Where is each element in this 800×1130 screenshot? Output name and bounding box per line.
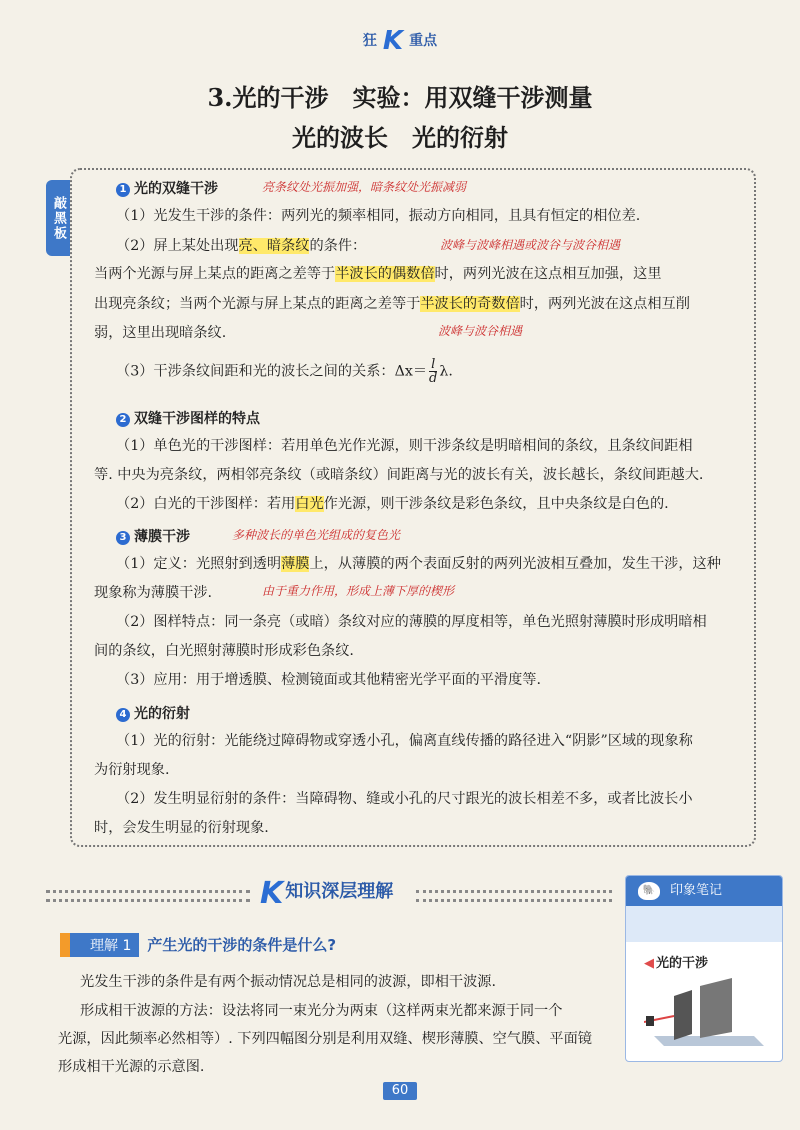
- question1-label: 理解 1: [60, 933, 139, 957]
- s4-line4: 时，会发生明显的衍射现象.: [94, 820, 269, 836]
- s3-line4: 间的条纹，白光照射薄膜时形成彩色条纹.: [94, 643, 354, 659]
- q1-para2: 形成相干波源的方法：设法将同一束光分为两束（这样两束光都来源于同一个: [80, 1003, 563, 1019]
- card-band: [626, 906, 782, 942]
- s1-line5: 弱，这里出现暗条纹.: [94, 325, 227, 341]
- page-number: 60: [383, 1082, 417, 1100]
- card-title: 印象笔记: [670, 883, 723, 898]
- s1-line1: （1）光发生干涉的条件：两列光的频率相同，振动方向相同，且具有恒定的相位差.: [116, 208, 641, 224]
- section3-title: 薄膜干涉: [134, 529, 190, 545]
- s1-line3: 当两个光源与屏上某点的距离之差等于半波长的偶数倍时，两列光波在这点相互加强，这里: [94, 266, 662, 282]
- s3-line1: （1）定义：光照射到透明薄膜上，从薄膜的两个表面反射的两列光波相互叠加，发生干涉，这种: [116, 556, 721, 572]
- q1-para1: 光发生干涉的条件是有两个振动情况总是相同的波源，即相干波源.: [80, 974, 496, 990]
- divider-dots-left: [46, 890, 250, 902]
- section1-title: 光的双缝干涉: [134, 181, 218, 197]
- s3-line3: （2）图样特点：同一条亮（或暗）条纹对应的薄膜的厚度相等，单色光照射薄膜时形成明暗相: [116, 614, 707, 630]
- s2-line2: 等. 中央为亮条纹，两相邻亮条纹（或暗条纹）间距离与光的波长有关，波长越长，条纹间距越大.: [94, 467, 704, 483]
- section1-heading: [116, 178, 218, 198]
- handwritten-note-2: 波峰与波峰相遇或波谷与波谷相遇: [440, 238, 621, 252]
- k-logo-icon: K: [260, 876, 284, 911]
- question1-text: 产生光的干涉的条件是什么?: [147, 936, 337, 954]
- s3-line5: （3）应用：用于增透膜、检测镜面或其他精密光学平面的平滑度等.: [116, 672, 541, 688]
- handwritten-note-4: 多种波长的单色光组成的复色光: [232, 528, 401, 542]
- section2-heading: [116, 408, 260, 428]
- s4-line2: 为衍射现象.: [94, 762, 170, 778]
- handwritten-note-5: 由于重力作用，形成上薄下厚的楔形: [262, 584, 455, 598]
- section1-number-icon: 1: [116, 183, 130, 197]
- header-brand: [0, 26, 800, 56]
- s1-line4: 出现亮条纹；当两个光源与屏上某点的距离之差等于半波长的奇数倍时，两列光波在这点相互削: [94, 296, 690, 312]
- divider-dots-right: [416, 890, 612, 902]
- q1-para3: 光源，因此频率必然相等）. 下列四幅图分别是利用双缝、楔形薄膜、空气膜、平面镜: [58, 1031, 592, 1047]
- section4-number-icon: 4: [116, 708, 130, 722]
- section2-number-icon: 2: [116, 413, 130, 427]
- highlight-even-multiple: 半波长的偶数倍: [335, 266, 435, 282]
- card-header: [626, 876, 782, 906]
- q1-para4: 形成相干光源的示意图.: [58, 1059, 205, 1075]
- question1-tag: [60, 933, 336, 955]
- s1-line2: （2）屏上某处出现亮、暗条纹的条件：: [116, 238, 367, 254]
- fraction-l-over-d: $\frac{l}{d}$: [429, 357, 438, 386]
- brand-right: 重点: [409, 33, 438, 49]
- highlight-thin-film: 薄膜: [281, 556, 310, 572]
- section4-heading: [116, 703, 190, 723]
- section2-title: 双缝干涉图样的特点: [134, 411, 260, 427]
- highlight-white-light: 白光: [295, 496, 324, 512]
- handwritten-note-3: 波峰与波谷相遇: [438, 324, 523, 338]
- page-title-line1: 3.光的干涉 实验：用双缝干涉测量: [207, 83, 593, 112]
- elephant-icon: 🐘: [638, 882, 660, 900]
- interference-illustration: [644, 976, 764, 1048]
- deep-understanding-title: K知识深层理解: [254, 876, 399, 911]
- handwritten-note-1: 亮条纹处光振加强，暗条纹处光振减弱: [262, 180, 467, 194]
- brand-left: 狂: [362, 33, 377, 49]
- s4-line1: （1）光的衍射：光能绕过障碍物或穿透小孔，偏离直线传播的路径进入“阴影”区域的现象称: [116, 733, 693, 749]
- s3-line2: 现象称为薄膜干涉.: [94, 585, 213, 601]
- s4-line3: （2）发生明显衍射的条件：当障碍物、缝或小孔的尺寸跟光的波长相差不多，或者比波长小: [116, 791, 693, 807]
- card-label: ◀ 光的干涉: [644, 956, 709, 971]
- section4-title: 光的衍射: [134, 706, 190, 722]
- page-title-line2: 光的波长 光的衍射: [292, 123, 508, 152]
- blackboard-tab: 敲黑板: [46, 180, 70, 256]
- s2-line1: （1）单色光的干涉图样：若用单色光作光源，则干涉条纹是明暗相间的条纹，且条纹间距相: [116, 438, 693, 454]
- highlight-bright-dark: 亮、暗条纹: [238, 238, 310, 254]
- section3-heading: [116, 526, 190, 546]
- highlight-odd-multiple: 半波长的奇数倍: [420, 296, 520, 312]
- s2-line3: （2）白光的干涉图样：若用白光作光源，则干涉条纹是彩色条纹，且中央条纹是白色的.: [116, 496, 669, 512]
- arrow-left-icon: ◀: [644, 956, 654, 971]
- impression-notes-card: [625, 875, 783, 1062]
- s1-line6-formula: （3）干涉条纹间距和光的波长之间的关系：Δx＝ $\frac{l}{d}$ λ.: [116, 357, 453, 386]
- section3-number-icon: 3: [116, 531, 130, 545]
- brand-k-logo: K: [382, 26, 404, 56]
